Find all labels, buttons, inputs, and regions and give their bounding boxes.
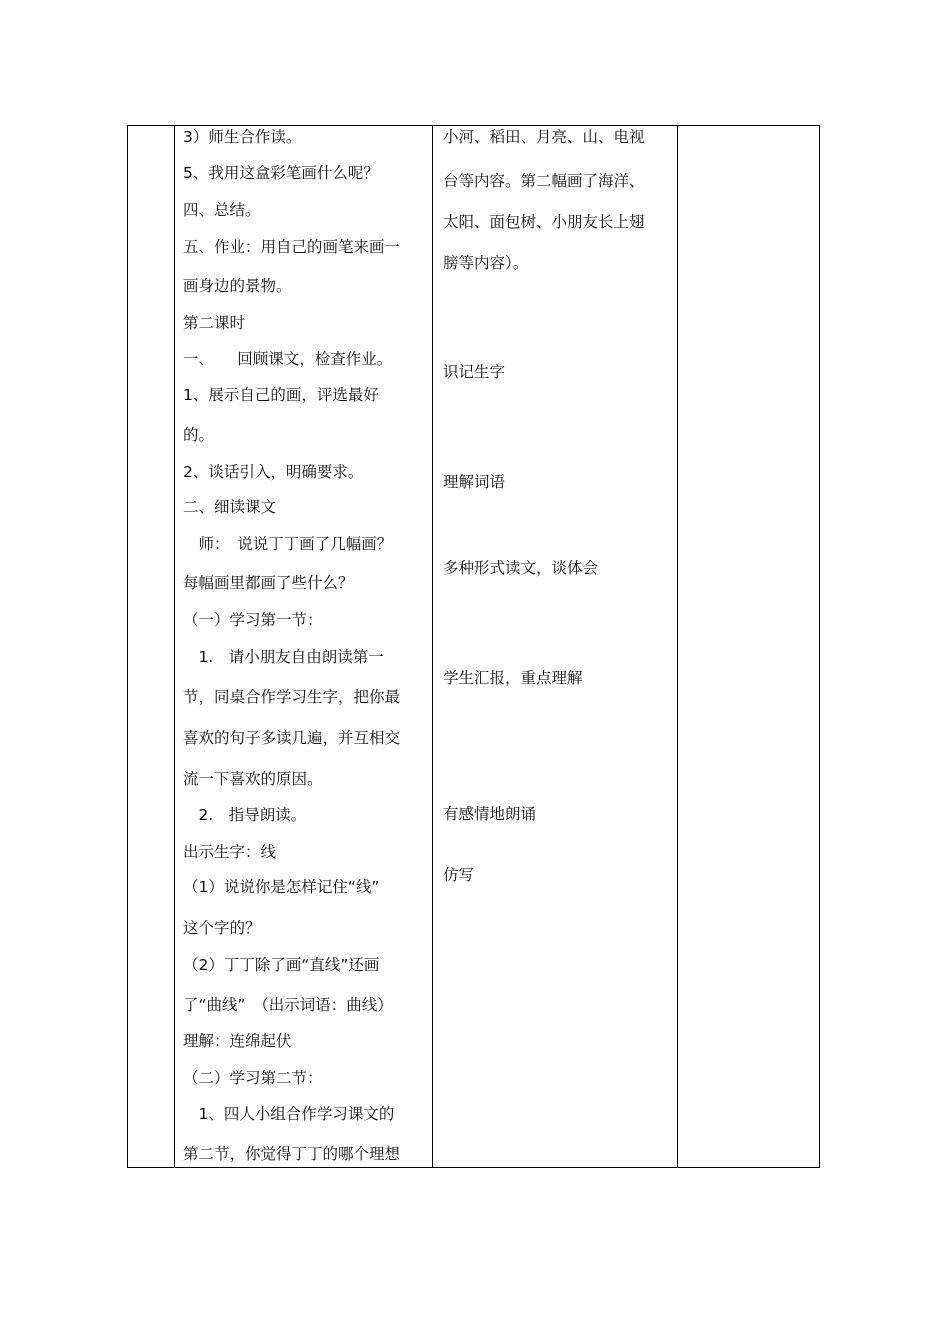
column-divider bbox=[677, 125, 678, 1168]
lesson-line: 出示生字：线 bbox=[183, 843, 277, 861]
lesson-line: （2）丁丁除了画“直线”还画 bbox=[183, 956, 380, 974]
intent-line: 学生汇报，重点理解 bbox=[443, 669, 583, 687]
lesson-line: 理解：连绵起伏 bbox=[183, 1032, 292, 1050]
lesson-line: 四、总结。 bbox=[183, 201, 261, 219]
lesson-line: 1. 请小朋友自由朗读第一 bbox=[183, 648, 384, 666]
intent-line: 仿写 bbox=[443, 866, 475, 884]
lesson-line: 5、我用这盒彩笔画什么呢？ bbox=[183, 164, 379, 182]
lesson-line: 这个字的？ bbox=[183, 919, 261, 937]
intent-line: 理解词语 bbox=[443, 473, 506, 491]
lesson-line: 2、谈话引入，明确要求。 bbox=[183, 463, 364, 481]
column-divider bbox=[432, 125, 433, 1168]
lesson-line: 喜欢的句子多读几遍，并互相交 bbox=[183, 729, 401, 747]
lesson-line: 的。 bbox=[183, 426, 215, 444]
lesson-line: 1、四人小组合作学习课文的 bbox=[183, 1105, 395, 1123]
lesson-line: （一）学习第一节： bbox=[183, 611, 323, 629]
lesson-line: 3）师生合作读。 bbox=[183, 128, 302, 146]
lesson-line: （1）说说你是怎样记住“线” bbox=[183, 878, 380, 896]
lesson-line: 画身边的景物。 bbox=[183, 277, 292, 295]
intent-line: 识记生字 bbox=[443, 363, 506, 381]
lesson-line: 每幅画里都画了些什么？ bbox=[183, 574, 354, 592]
intent-line: 膀等内容）。 bbox=[443, 254, 529, 272]
intent-line: 小河、稻田、月亮、山、电视 bbox=[443, 128, 645, 146]
lesson-line: 五、作业：用自己的画笔来画一 bbox=[183, 238, 401, 256]
intent-line: 多种形式读文，谈体会 bbox=[443, 559, 599, 577]
intent-line: 太阳、面包树、小朋友长上翅 bbox=[443, 213, 645, 231]
lesson-line: 2. 指导朗读。 bbox=[183, 806, 307, 824]
intent-line: 台等内容。第二幅画了海洋、 bbox=[443, 172, 645, 190]
lesson-line: 第二节，你觉得丁丁的哪个理想 bbox=[183, 1145, 401, 1163]
lesson-line: 第二课时 bbox=[183, 314, 246, 332]
lesson-line: 师： 说说丁丁画了几幅画？ bbox=[183, 535, 393, 553]
lesson-line: 一、 回顾课文，检查作业。 bbox=[183, 350, 393, 368]
lesson-line: 流一下喜欢的原因。 bbox=[183, 770, 323, 788]
column-divider bbox=[174, 125, 175, 1168]
intent-line: 有感情地朗诵 bbox=[443, 805, 537, 823]
lesson-line: 了“曲线” （出示词语：曲线） bbox=[183, 996, 393, 1014]
lesson-line: 节，同桌合作学习生字，把你最 bbox=[183, 688, 401, 706]
lesson-line: （二）学习第二节： bbox=[183, 1069, 323, 1087]
lesson-line: 1、展示自己的画，评选最好 bbox=[183, 386, 379, 404]
lesson-line: 二、细读课文 bbox=[183, 498, 277, 516]
